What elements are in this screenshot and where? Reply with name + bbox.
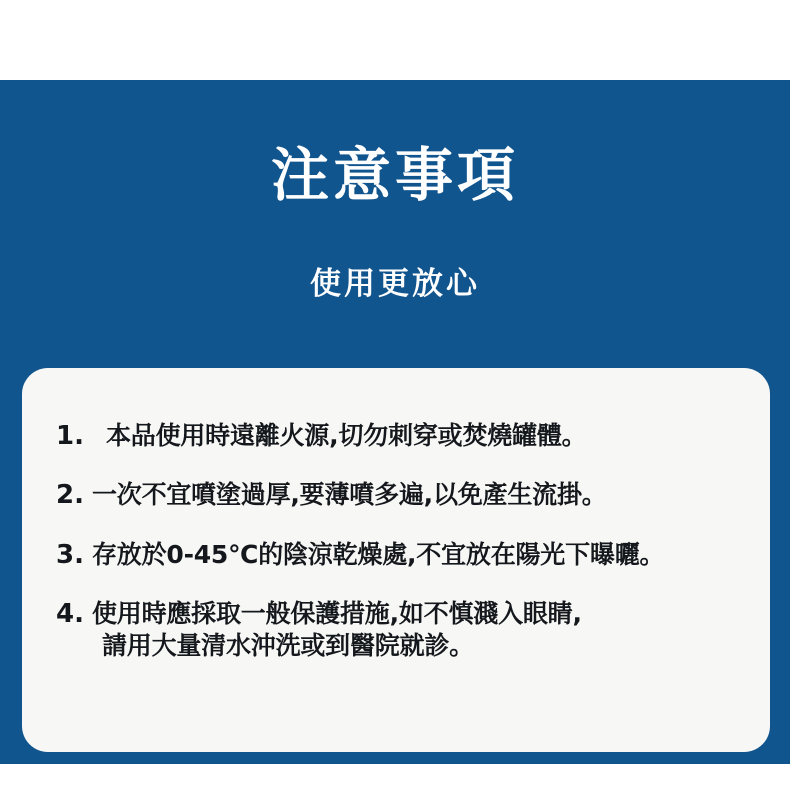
page-title: 注意事項 — [270, 141, 519, 209]
heading-block — [0, 141, 790, 303]
note-text: 一次不宜噴塗過厚,要薄噴多遍,以免產生流掛。 — [91, 480, 607, 510]
note-number: 2. — [56, 480, 84, 511]
note-number: 1. — [56, 421, 84, 451]
notes-list — [56, 420, 736, 662]
note-number: 3. — [56, 539, 84, 570]
list-item — [56, 598, 736, 662]
note-number: 4. — [56, 598, 84, 629]
notes-card — [22, 368, 770, 752]
note-text-line2: 請用大量清水沖洗或到醫院就診。 — [101, 630, 474, 660]
list-item — [56, 539, 736, 572]
list-item — [56, 420, 736, 453]
list-item — [56, 479, 736, 512]
page-subtitle: 使用更放心 — [310, 265, 480, 302]
note-text: 存放於0-45℃的陰涼乾燥處,不宜放在陽光下曝曬。 — [91, 539, 665, 569]
note-text: 使用時應採取一般保護措施,如不慎濺入眼睛, — [91, 598, 582, 628]
note-text: 本品使用時遠離火源,切勿刺穿或焚燒罐體。 — [105, 421, 587, 450]
note-text-wrap — [92, 598, 582, 662]
